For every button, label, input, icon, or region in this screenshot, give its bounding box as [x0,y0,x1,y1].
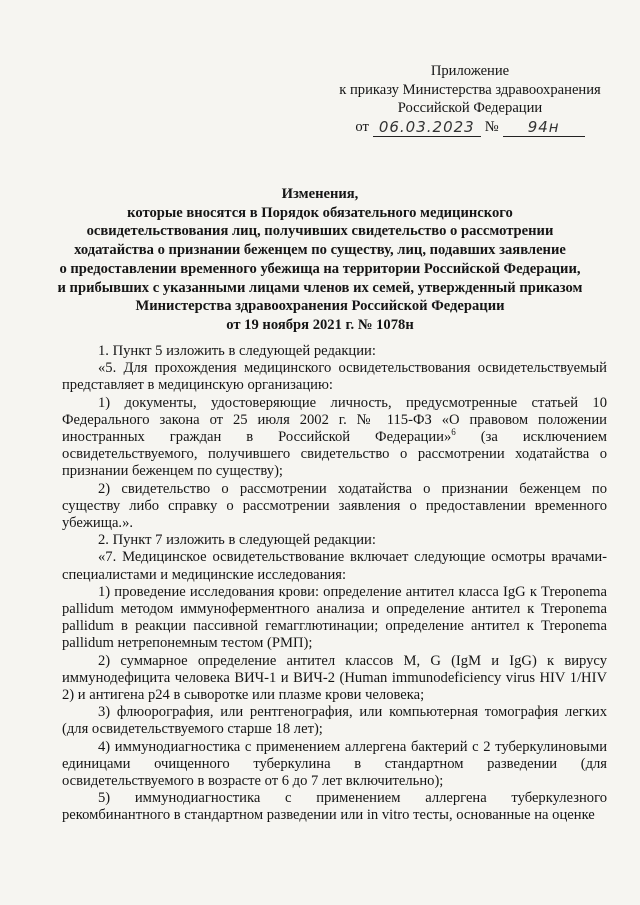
paragraph-clause-7-2: 2) суммарное определение антител классов M, G (IgM и IgG) к вирусу иммунодефицита человека ВИЧ-1 и ВИЧ-2 (Human immunodeficiency virus HIV 1/HIV 2) и антигена p24 в сыворотке или плазме крови человека; [62,652,607,704]
appendix-header [330,62,610,137]
title-line-1: Изменения, [281,186,359,202]
paragraph-clause-7-4: 4) иммунодиагностика с применением аллергена бактерий с 2 туберкулиновыми единицами очищенного туберкулина в стандартном разведении (для освидетельствуемого в возрасте от 6 до 7 лет включительно); [62,738,607,790]
paragraph-clause-5-1 [62,395,607,481]
document-title [40,185,600,335]
title-line-8: от 19 ноября 2021 г. № 1078н [226,316,414,333]
title-line-2: которые вносятся в Порядок обязательного медицинского [127,204,513,221]
document-body [62,343,607,825]
paragraph-clause-5: «5. Для прохождения медицинского освидетельствования освидетельствуемый представляет в медицинскую организацию: [62,360,607,394]
paragraph-item-1: 1. Пункт 5 изложить в следующей редакции: [98,343,376,359]
paragraph-clause-7-3: 3) флюорография, или рентгенография, или компьютерная томография легких (для освидетельствуемого старше 18 лет); [62,704,607,738]
title-line-4: ходатайства о признании беженцем по существу, лиц, подавших заявление [74,242,566,259]
paragraph-item-2: 2. Пункт 7 изложить в следующей редакции: [98,532,376,549]
paragraph-clause-5-2: 2) свидетельство о рассмотрении ходатайства о признании беженцем по существу либо справку о рассмотрении заявления о предоставлении временного убежища.». [62,480,607,532]
paragraph-clause-7-1: 1) проведение исследования крови: определение антител класса IgG к Treponema pallidum методом иммуноферментного анализа и определение антител к Treponema pallidum в реакции пассивной гемагглютинации; определение антител к Treponema pallidum нетрепонемным тестом (РМП); [62,583,607,652]
handwritten-number: 94н [503,118,585,137]
number-prefix: № [484,119,499,136]
appendix-country: Российской Федерации [397,100,543,117]
title-line-5: о предоставлении временного убежища на территории Российской Федерации, [59,260,581,277]
appendix-label: Приложение [430,63,510,79]
clause-5-1-text: 1) документы, удостоверяющие личность, предусмотренные статьей 10 Федерального закона от 25 июля 2002 г. № 115-ФЗ «О правовом положении иностранных граждан в Российской Федерации» [62,394,607,446]
date-prefix: от [355,119,369,136]
title-line-6: и прибывших с указанными лицами членов их семей, утвержденный приказом [57,279,583,296]
title-line-7: Министерства здравоохранения Российской Федерации [135,298,505,315]
paragraph-clause-7: «7. Медицинское освидетельствование включает следующие осмотры врачами-специалистами и медицинские исследования: [62,549,607,583]
paragraph-clause-7-5: 5) иммунодиагностика с применением аллергена туберкулезного рекомбинантного в стандартном разведении или in vitro тесты, основанные на оценке [62,790,607,824]
appendix-order-ref: к приказу Министерства здравоохранения [339,81,601,98]
title-line-3: освидетельствования лиц, получивших свидетельство о рассмотрении [86,223,554,240]
handwritten-date: 06.03.2023 [373,118,481,137]
appendix-date-line [330,118,610,137]
footnote-marker: 6 [451,427,456,438]
clause-5-1-text-cont: (за исключением освидетельствуемого, получившего свидетельство о рассмотрении ходатайства о признании беженцем по существу); [62,429,607,480]
